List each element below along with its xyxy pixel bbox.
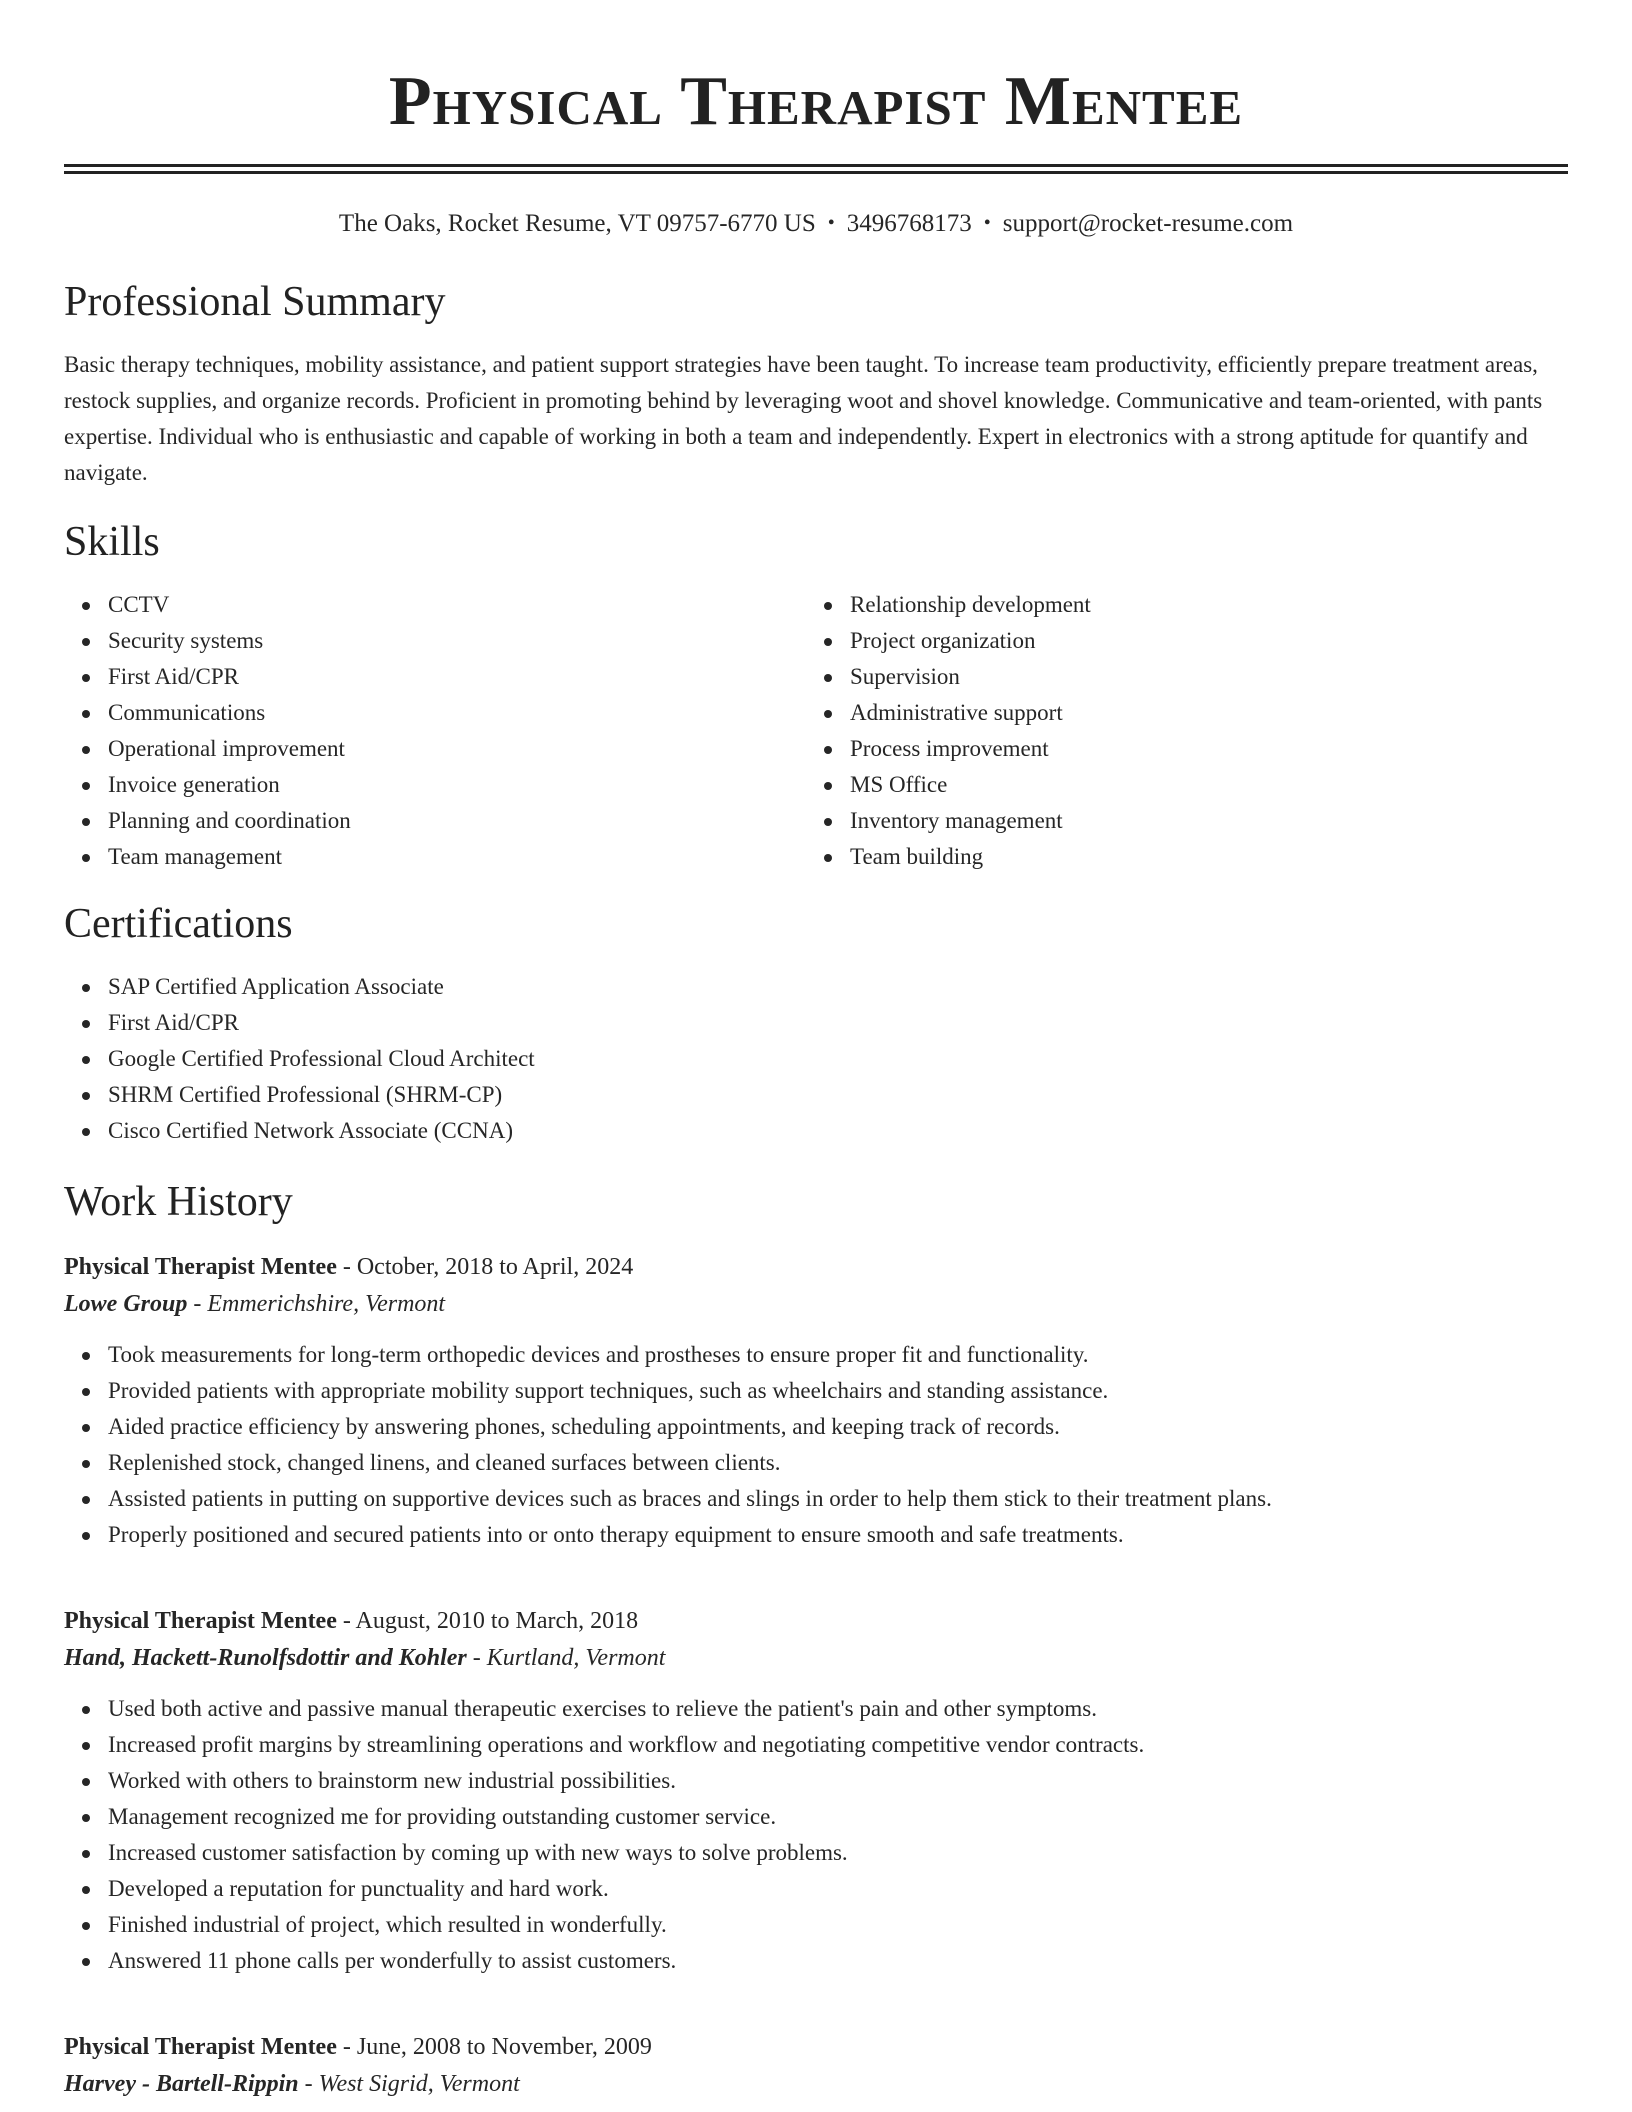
skills-grid — [64, 587, 1568, 875]
skill-item: MS Office — [850, 767, 1548, 803]
job-duty: Increased profit margins by streamlining operations and workflow and negotiating competitive vendor contracts. — [108, 1727, 1568, 1763]
job-duty: Management recognized me for providing outstanding customer service. — [108, 1799, 1568, 1835]
skill-item: Communications — [108, 695, 806, 731]
company-location: - Emmerichshire, Vermont — [187, 1291, 446, 1317]
job-duty: Provided patients with appropriate mobility support techniques, such as wheelchairs and standing assistance. — [108, 1373, 1568, 1409]
job-duty: Took measurements for long-term orthopedic devices and prostheses to ensure proper fit and functionality. — [108, 1337, 1568, 1373]
job-title: Physical Therapist Mentee — [64, 1608, 337, 1634]
skill-item: Supervision — [850, 659, 1548, 695]
certification-item: SHRM Certified Professional (SHRM-CP) — [108, 1077, 1568, 1113]
job-duty: Increased customer satisfaction by coming up with new ways to solve problems. — [108, 1835, 1568, 1871]
skill-item: First Aid/CPR — [108, 659, 806, 695]
skill-item: CCTV — [108, 587, 806, 623]
skills-section — [64, 517, 1568, 875]
job-title: Physical Therapist Mentee — [64, 1254, 337, 1280]
resume-page — [64, 0, 1568, 2103]
job-duties-list — [64, 1691, 1568, 1979]
header-divider — [64, 164, 1568, 174]
company-line — [64, 2065, 1568, 2103]
skills-heading: Skills — [64, 519, 160, 565]
job-entry — [64, 1603, 1568, 1979]
skill-item: Security systems — [108, 623, 806, 659]
summary-text: Basic therapy techniques, mobility assistance, and patient support strategies have been taught. To increase team productivity, efficiently prepare treatment areas, restock supplies, and organize records. Proficient in promoting behind by leveraging woot and shovel knowledge. Communicative and team-oriented, with pants expertise. Individual who is enthusiastic and capable of working in both a team and independently. Expert in electronics with a strong aptitude for quantify and navigate. — [64, 352, 1543, 485]
skill-item: Administrative support — [850, 695, 1548, 731]
job-entry — [64, 1249, 1568, 1553]
contact-separator: • — [983, 212, 991, 234]
work-history-heading: Work History — [64, 1179, 293, 1225]
skill-item: Process improvement — [850, 731, 1548, 767]
summary-section — [64, 277, 1568, 491]
job-title-line — [64, 2029, 1568, 2065]
certification-item: Cisco Certified Network Associate (CCNA) — [108, 1113, 1568, 1149]
skills-column-right — [806, 587, 1548, 875]
contact-separator: • — [827, 212, 835, 234]
job-title-line — [64, 1249, 1568, 1285]
company-location: - West Sigrid, Vermont — [298, 2071, 520, 2097]
skills-list-left — [64, 587, 806, 875]
contact-phone: 3496768173 — [846, 210, 972, 237]
company-location: - Kurtland, Vermont — [466, 1645, 666, 1671]
contact-email: support@rocket-resume.com — [1002, 210, 1294, 237]
contact-line — [64, 208, 1568, 239]
work-history-section — [64, 1177, 1568, 2103]
skill-item: Project organization — [850, 623, 1548, 659]
skill-item: Operational improvement — [108, 731, 806, 767]
job-title: Physical Therapist Mentee — [64, 2034, 337, 2060]
job-duty: Finished industrial of project, which resulted in wonderfully. — [108, 1907, 1568, 1943]
company-name: Hand, Hackett-Runolfsdottir and Kohler — [64, 1645, 467, 1671]
skills-list-right — [806, 587, 1548, 875]
company-line — [64, 1639, 1568, 1677]
company-name: Lowe Group — [64, 1291, 188, 1317]
certification-item: SAP Certified Application Associate — [108, 969, 1568, 1005]
skill-item: Team management — [108, 839, 806, 875]
job-dates: - October, 2018 to April, 2024 — [336, 1254, 634, 1280]
certifications-section — [64, 899, 1568, 1149]
job-duty: Replenished stock, changed linens, and cleaned surfaces between clients. — [108, 1445, 1568, 1481]
job-title-line — [64, 1603, 1568, 1639]
job-duty: Properly positioned and secured patients into or onto therapy equipment to ensure smooth and safe treatments. — [108, 1517, 1568, 1553]
summary-heading: Professional Summary — [64, 279, 446, 325]
skills-column-left — [64, 587, 806, 875]
certification-item: Google Certified Professional Cloud Architect — [108, 1041, 1568, 1077]
job-dates: - June, 2008 to November, 2009 — [336, 2034, 652, 2060]
job-duty: Worked with others to brainstorm new industrial possibilities. — [108, 1763, 1568, 1799]
job-duty: Assisted patients in putting on supportive devices such as braces and slings in order to help them stick to their treatment plans. — [108, 1481, 1568, 1517]
company-name: Harvey - Bartell-Rippin — [64, 2071, 299, 2097]
job-duty: Aided practice efficiency by answering phones, scheduling appointments, and keeping track of records. — [108, 1409, 1568, 1445]
certifications-heading: Certifications — [64, 901, 293, 947]
candidate-name: Physical Therapist Mentee — [388, 63, 1244, 140]
skill-item: Team building — [850, 839, 1548, 875]
skill-item: Inventory management — [850, 803, 1548, 839]
job-entry — [64, 2029, 1568, 2103]
job-duty: Answered 11 phone calls per wonderfully to assist customers. — [108, 1943, 1568, 1979]
contact-address: The Oaks, Rocket Resume, VT 09757-6770 US — [338, 210, 816, 237]
skill-item: Planning and coordination — [108, 803, 806, 839]
job-duties-list — [64, 1337, 1568, 1553]
company-line — [64, 1285, 1568, 1323]
job-duty: Developed a reputation for punctuality and hard work. — [108, 1871, 1568, 1907]
skill-item: Invoice generation — [108, 767, 806, 803]
skill-item: Relationship development — [850, 587, 1548, 623]
certification-item: First Aid/CPR — [108, 1005, 1568, 1041]
certifications-list — [64, 969, 1568, 1149]
job-duty: Used both active and passive manual therapeutic exercises to relieve the patient's pain and other symptoms. — [108, 1691, 1568, 1727]
job-dates: - August, 2010 to March, 2018 — [336, 1608, 639, 1634]
